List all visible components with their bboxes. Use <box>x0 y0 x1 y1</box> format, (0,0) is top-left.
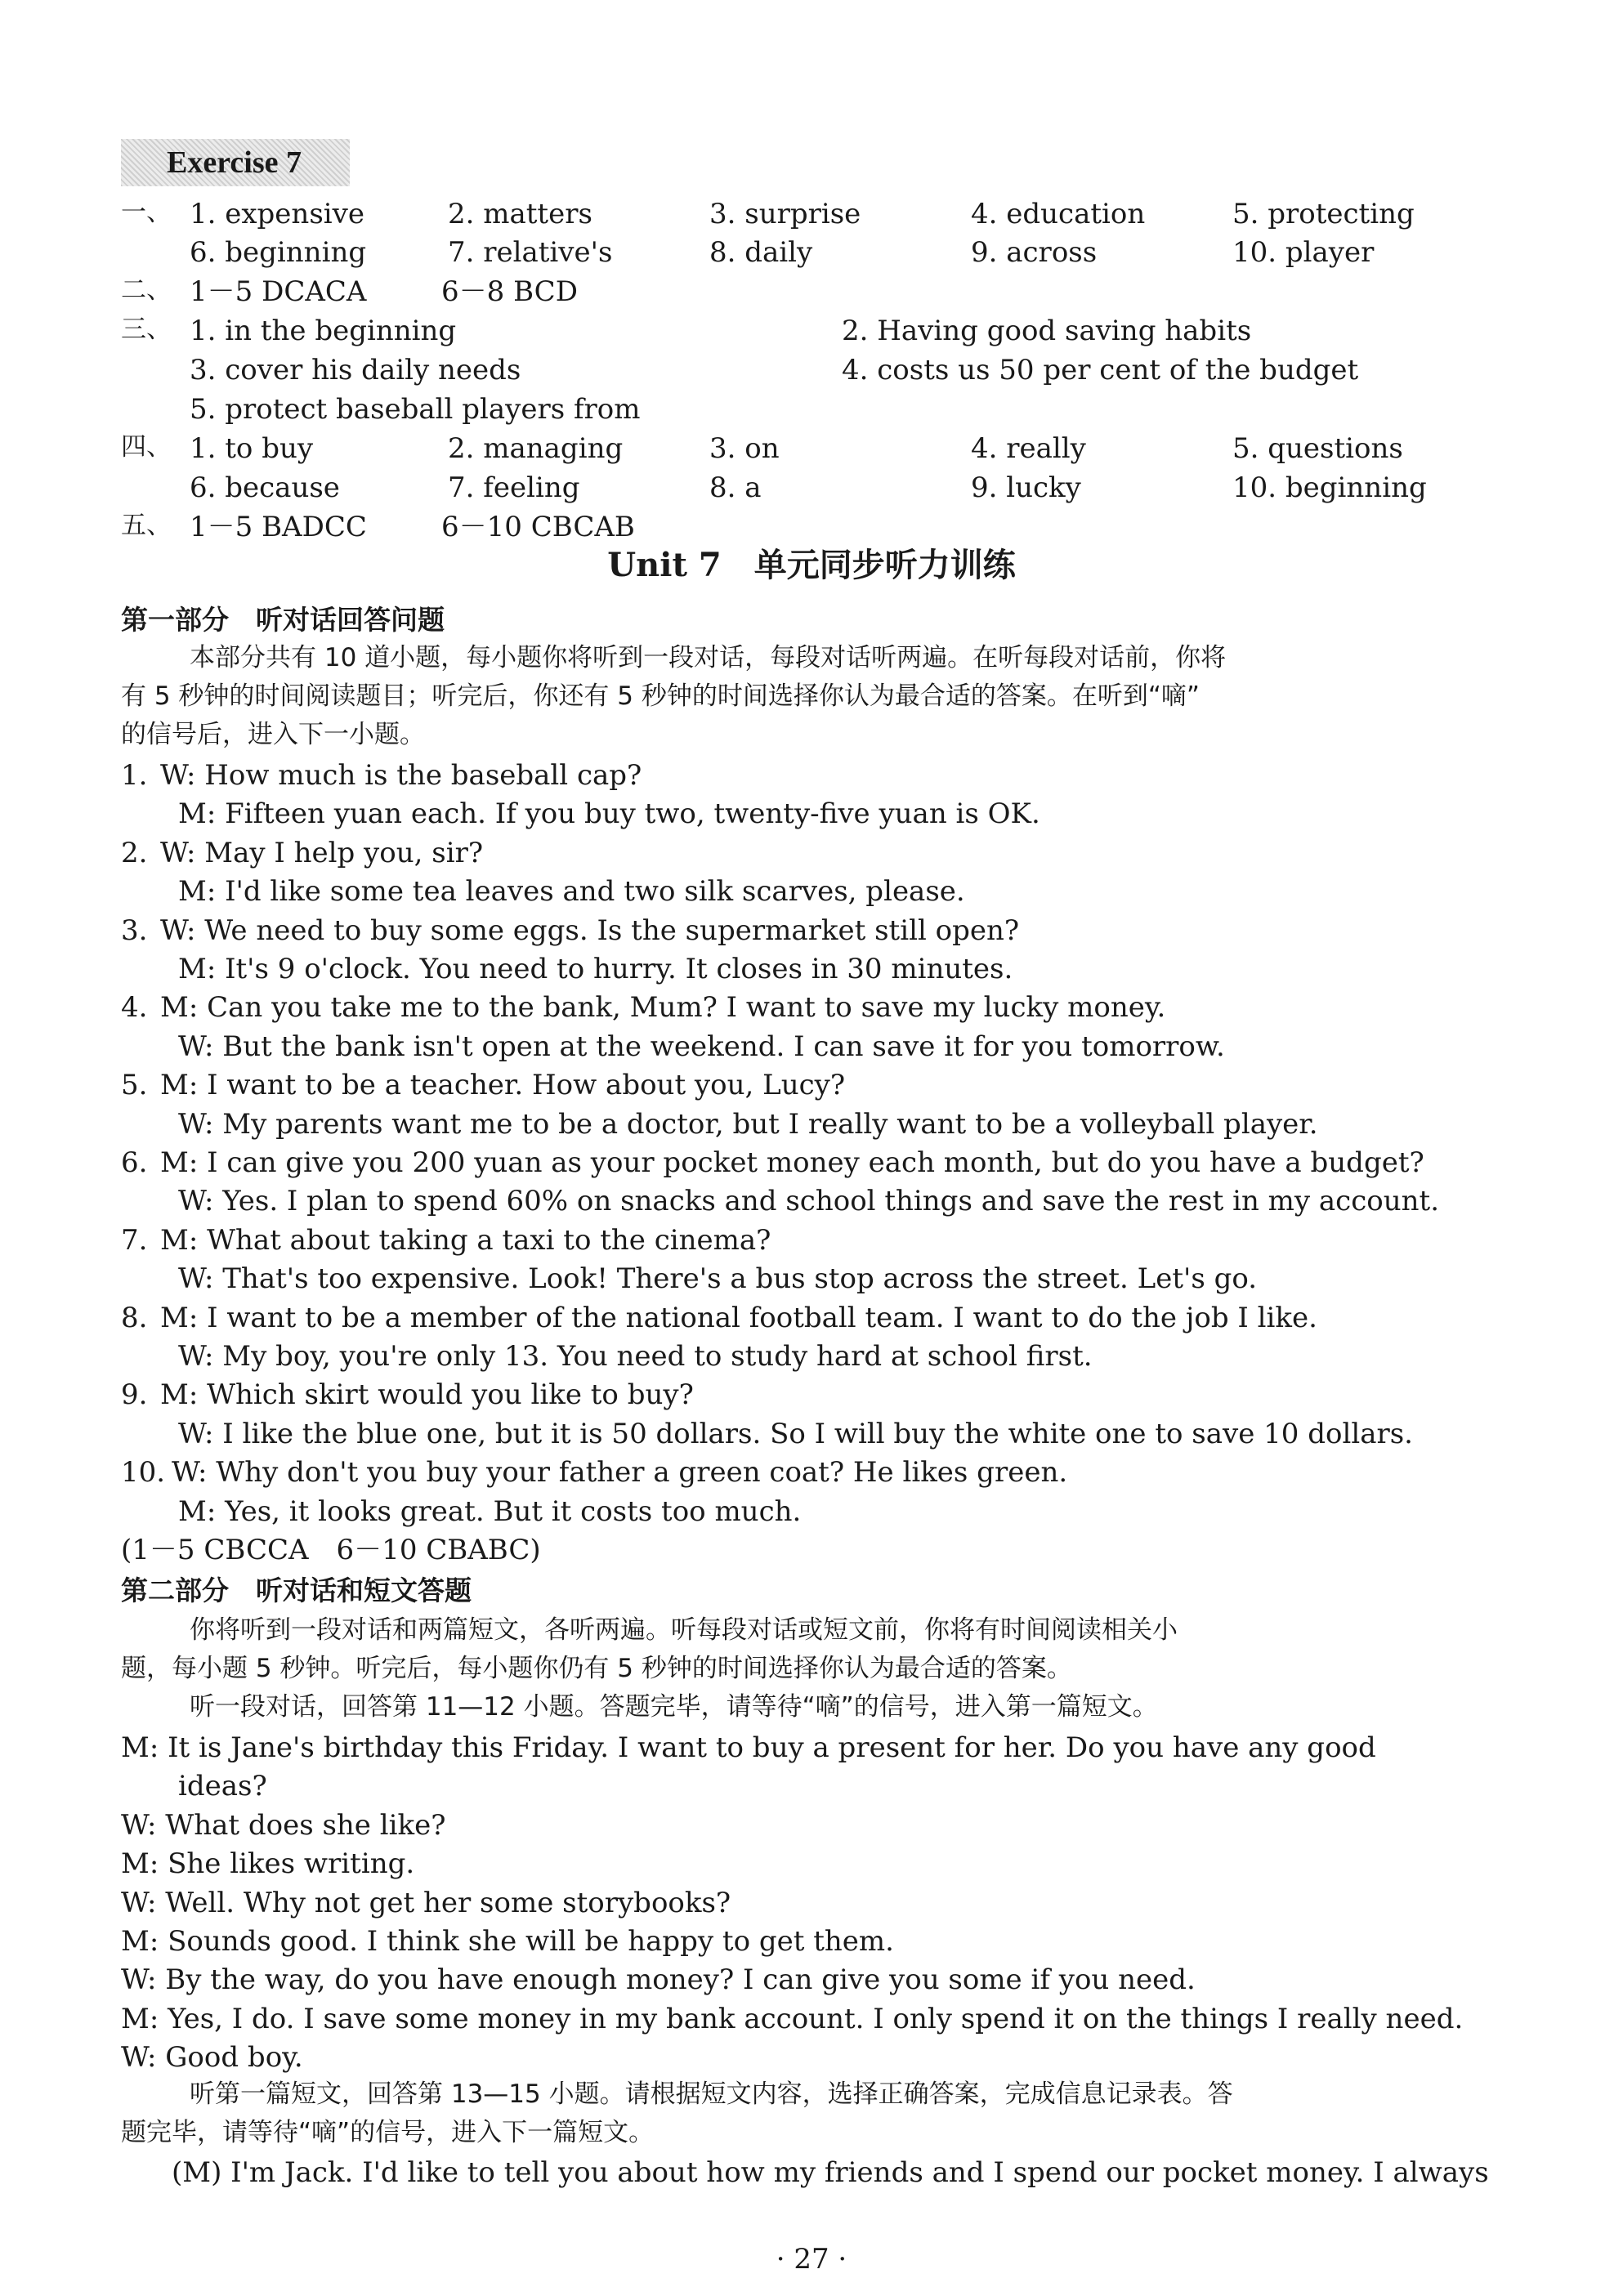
exercise-answer-item: 2. Having good saving habits <box>842 315 1252 347</box>
dialogue-line: W: My boy, you're only 13. You need to study hard at school first. <box>178 1340 1093 1373</box>
exercise-answer-item: 8. a <box>709 471 762 504</box>
dialogue-line: M: Can you take me to the bank, Mum? I want to save my lucky money. <box>160 991 1166 1025</box>
exercise-answer-item: 6－8 BCD <box>441 275 578 308</box>
dialog-line: M: Yes, I do. I save some money in my bank account. I only spend it on the things I really need. <box>121 2002 1464 2035</box>
exercise-title: Exercise 7 <box>121 139 350 186</box>
exercise-answer-item: 1. expensive <box>190 198 364 230</box>
dialogue-line: M: I can give you 200 yuan as your pocket money each month, but do you have a budget? <box>160 1146 1424 1179</box>
exercise-answer-item: 10. player <box>1232 236 1375 269</box>
exercise-answer-item: 5. protect baseball players from <box>190 393 641 426</box>
exercise-section-mark: 四、 <box>121 432 172 462</box>
dialogue-line: W: How much is the baseball cap? <box>160 759 642 792</box>
dialogue-line: M: I want to be a teacher. How about you, Lucy? <box>160 1069 846 1102</box>
exercise-section-mark: 五、 <box>121 511 172 540</box>
exercise-answer-item: 7. feeling <box>448 471 580 504</box>
part2-passage-intro-2: 题完毕，请等待“嘀”的信号，进入下一篇短文。 <box>121 2118 655 2147</box>
dialogue-line: M: I'd like some tea leaves and two silk scarves, please. <box>178 875 965 909</box>
dialogue-number: 6. <box>121 1146 148 1179</box>
exercise-answer-item: 1－5 DCACA <box>190 275 367 308</box>
exercise-answer-item: 4. education <box>971 198 1146 230</box>
exercise-answer-item: 8. daily <box>709 236 813 269</box>
exercise-answer-item: 5. questions <box>1232 432 1403 465</box>
dialog-line: M: Sounds good. I think she will be happy to get them. <box>121 1925 894 1958</box>
part2-dialog-intro: 听一段对话，回答第 11—12 小题。答题完毕，请等待“嘀”的信号，进入第一篇短文。 <box>190 1692 1158 1722</box>
dialogue-line: W: Yes. I plan to spend 60% on snacks and school things and save the rest in my account. <box>178 1185 1439 1218</box>
exercise-section-mark: 二、 <box>121 275 172 305</box>
dialogue-line: M: What about taking a taxi to the cinema? <box>160 1223 771 1257</box>
exercise-answer-item: 6－10 CBCAB <box>441 511 635 543</box>
part2-passage-intro-1: 听第一篇短文，回答第 13—15 小题。请根据短文内容，选择正确答案，完成信息记录表。答 <box>190 2079 1233 2109</box>
exercise-answer-item: 3. cover his daily needs <box>190 354 521 386</box>
dialogue-line: M: Fifteen yuan each. If you buy two, twenty-five yuan is OK. <box>178 797 1040 831</box>
dialog-line: W: Good boy. <box>121 2041 303 2075</box>
exercise-answer-item: 6. beginning <box>190 236 367 269</box>
exercise-answer-item: 7. relative's <box>448 236 613 269</box>
exercise-answer-item: 1－5 BADCC <box>190 511 367 543</box>
exercise-answer-item: 6. because <box>190 471 340 504</box>
exercise-section-mark: 三、 <box>121 315 172 344</box>
dialogue-line: W: We need to buy some eggs. Is the supermarket still open? <box>160 913 1020 947</box>
dialog-line: M: It is Jane's birthday this Friday. I want to buy a present for her. Do you have any good <box>121 1731 1376 1764</box>
dialogue-line: W: But the bank isn't open at the weekend. I can save it for you tomorrow. <box>178 1030 1225 1063</box>
dialogue-line: W: I like the blue one, but it is 50 dollars. So I will buy the white one to save 10 dollars. <box>178 1417 1413 1450</box>
dialogue-line: M: It's 9 o'clock. You need to hurry. It closes in 30 minutes. <box>178 953 1013 985</box>
part1-intro-line: 本部分共有 10 道小题，每小题你将听到一段对话，每段对话听两遍。在听每段对话前，你将 <box>190 643 1227 672</box>
dialog-line: ideas? <box>178 1770 267 1803</box>
dialogue-number: 3. <box>121 913 148 947</box>
part2-title: 第二部分 听对话和短文答题 <box>121 1575 472 1606</box>
dialogue-line: W: That's too expensive. Look! There's a bus stop across the street. Let's go. <box>178 1262 1258 1296</box>
dialogue-line: W: My parents want me to be a doctor, but I really want to be a volleyball player. <box>178 1107 1318 1141</box>
exercise-answer-item: 9. lucky <box>971 471 1081 504</box>
exercise-answer-item: 4. costs us 50 per cent of the budget <box>842 354 1359 386</box>
dialogue-number: 8. <box>121 1301 148 1334</box>
exercise-answer-item: 4. really <box>971 432 1086 465</box>
part2-intro-1: 你将听到一段对话和两篇短文，各听两遍。听每段对话或短文前，你将有时间阅读相关小 <box>190 1615 1178 1645</box>
exercise-answer-item: 3. surprise <box>709 198 861 230</box>
part1-intro-line: 有 5 秒钟的时间阅读题目；听完后，你还有 5 秒钟的时间选择你认为最合适的答案。在听到“嘀” <box>121 681 1200 711</box>
dialog-line: M: She likes writing. <box>121 1847 415 1881</box>
exercise-answer-item: 2. managing <box>448 432 624 465</box>
dialog-line: W: What does she like? <box>121 1808 446 1842</box>
exercise-answer-item: 10. beginning <box>1232 471 1427 504</box>
part2-passage-start: (M) I'm Jack. I'd like to tell you about how my friends and I spend our pocket money. I always <box>172 2156 1489 2189</box>
dialogue-number: 1. <box>121 759 148 792</box>
part2-intro-2: 题，每小题 5 秒钟。听完后，每小题你仍有 5 秒钟的时间选择你认为最合适的答案。 <box>121 1654 1072 1683</box>
dialogue-number: 9. <box>121 1378 148 1412</box>
dialogue-line: M: Yes, it looks great. But it costs too much. <box>178 1494 802 1528</box>
dialogue-line: M: Which skirt would you like to buy? <box>160 1378 694 1412</box>
dialogue-number: 2. <box>121 836 148 869</box>
page-number: · 27 · <box>776 2243 847 2276</box>
part1-title: 第一部分 听对话回答问题 <box>121 604 445 636</box>
dialogue-line: M: I want to be a member of the national football team. I want to do the job I like. <box>160 1301 1317 1334</box>
exercise-answer-item: 1. to buy <box>190 432 314 465</box>
exercise-answer-item: 1. in the beginning <box>190 315 457 347</box>
exercise-answer-item: 2. matters <box>448 198 592 230</box>
exercise-answer-item: 3. on <box>709 432 780 465</box>
dialogue-line: W: Why don't you buy your father a green coat? He likes green. <box>172 1456 1068 1490</box>
part1-answers: (1－5 CBCCA 6－10 CBABC) <box>121 1534 541 1566</box>
dialog-line: W: Well. Why not get her some storybooks? <box>121 1886 731 1919</box>
part1-intro-line: 的信号后，进入下一小题。 <box>121 720 425 749</box>
dialog-line: W: By the way, do you have enough money? I can give you some if you need. <box>121 1963 1196 1997</box>
dialogue-number: 5. <box>121 1069 148 1102</box>
exercise-section-mark: 一、 <box>121 198 172 227</box>
exercise-answer-item: 5. protecting <box>1232 198 1415 230</box>
dialogue-number: 10. <box>121 1456 166 1490</box>
unit-title: Unit 7 单元同步听力训练 <box>607 546 1016 584</box>
exercise-answer-item: 9. across <box>971 236 1098 269</box>
dialogue-line: W: May I help you, sir? <box>160 836 484 869</box>
dialogue-number: 7. <box>121 1223 148 1257</box>
dialogue-number: 4. <box>121 991 148 1025</box>
